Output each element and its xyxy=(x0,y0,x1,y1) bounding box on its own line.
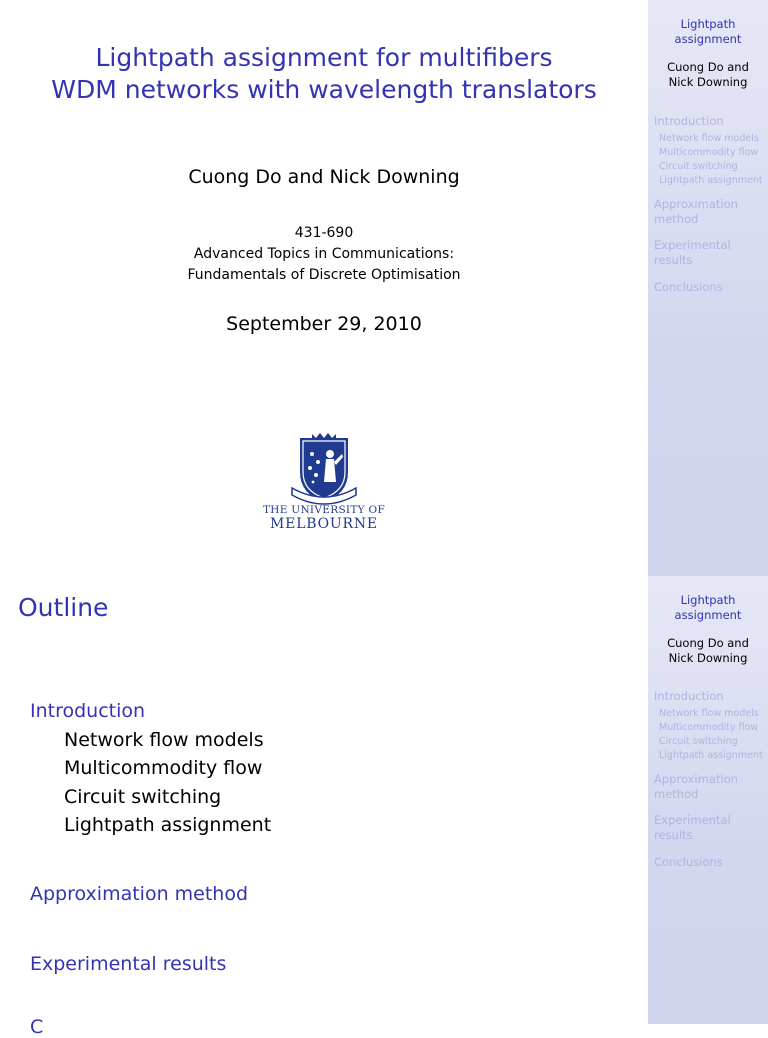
sidebar-title-line-1: Lightpath xyxy=(680,593,736,607)
outline-slide xyxy=(0,576,768,1038)
sidebar-subsection-circuit-switching[interactable]: Circuit switching xyxy=(659,161,738,172)
sidebar-subsection-lightpath[interactable]: Lightpath assignment xyxy=(659,750,763,761)
sidebar xyxy=(648,576,768,1024)
sidebar-section-approximation-line-2: method xyxy=(654,212,699,226)
toc-section-introduction[interactable]: Introduction xyxy=(30,700,146,722)
logo-text-line-2: MELBOURNE xyxy=(270,516,378,532)
sidebar-section-conclusions[interactable]: Conclusions xyxy=(654,280,723,294)
sidebar-section-experimental-line-2: results xyxy=(654,828,693,842)
sidebar-section-approximation[interactable] xyxy=(654,772,762,802)
sidebar-subsection-network-flow[interactable]: Network flow models xyxy=(659,133,759,144)
sidebar-section-introduction[interactable]: Introduction xyxy=(654,114,724,128)
authors: Cuong Do and Nick Downing xyxy=(188,166,460,188)
logo-text-line-1: THE UNIVERSITY OF xyxy=(262,504,386,516)
sidebar-section-approximation[interactable] xyxy=(654,197,762,227)
sidebar-subsection-multicommodity[interactable]: Multicommodity flow xyxy=(659,722,759,733)
toc-subsection-network-flow[interactable]: Network flow models xyxy=(64,729,264,751)
sidebar-authors-line-1: Cuong Do and xyxy=(667,636,749,650)
sidebar-title-line-2: assignment xyxy=(674,32,742,46)
sidebar-title[interactable] xyxy=(648,593,768,623)
sidebar-section-experimental-line-1: Experimental xyxy=(654,813,731,827)
sidebar-section-experimental-line-1: Experimental xyxy=(654,238,731,252)
sidebar-section-approximation-line-1: Approximation xyxy=(654,772,738,786)
course-code: 431-690 xyxy=(294,225,354,241)
date: September 29, 2010 xyxy=(226,313,422,335)
presentation-title xyxy=(0,42,648,106)
sidebar-subsection-lightpath[interactable]: Lightpath assignment xyxy=(659,175,763,186)
course-line-1: Advanced Topics in Communications: xyxy=(193,246,455,262)
sidebar-authors-line-1: Cuong Do and xyxy=(667,60,749,74)
toc-section-conclusions-partial[interactable]: C xyxy=(30,1016,44,1038)
toc-subsection-multicommodity[interactable]: Multicommodity flow xyxy=(64,757,263,779)
sidebar-section-conclusions[interactable]: Conclusions xyxy=(654,855,723,869)
institute xyxy=(0,223,648,286)
toc-section-approximation[interactable]: Approximation method xyxy=(30,883,249,905)
sidebar-subsection-multicommodity[interactable]: Multicommodity flow xyxy=(659,147,759,158)
frame-title: Outline xyxy=(18,593,109,622)
sidebar-title[interactable] xyxy=(648,17,768,47)
sidebar-section-experimental[interactable] xyxy=(654,813,762,843)
course-line-2: Fundamentals of Discrete Optimisation xyxy=(187,267,461,283)
sidebar-title-line-1: Lightpath xyxy=(680,17,736,31)
toc-subsection-circuit-switching[interactable]: Circuit switching xyxy=(64,786,222,808)
sidebar-section-approximation-line-2: method xyxy=(654,787,699,801)
sidebar-authors xyxy=(648,636,768,666)
sidebar-authors-line-2: Nick Downing xyxy=(668,651,748,665)
sidebar-authors-line-2: Nick Downing xyxy=(668,75,748,89)
sidebar-subsection-circuit-switching[interactable]: Circuit switching xyxy=(659,736,738,747)
sidebar-subsection-network-flow[interactable]: Network flow models xyxy=(659,708,759,719)
sidebar-section-experimental[interactable] xyxy=(654,238,762,268)
sidebar xyxy=(648,0,768,576)
toc-subsection-lightpath[interactable]: Lightpath assignment xyxy=(64,814,272,836)
title-line-1: Lightpath assignment for multifibers xyxy=(95,43,553,72)
sidebar-section-introduction[interactable]: Introduction xyxy=(654,689,724,703)
sidebar-authors xyxy=(648,60,768,90)
sidebar-section-experimental-line-2: results xyxy=(654,253,693,267)
sidebar-section-approximation-line-1: Approximation xyxy=(654,197,738,211)
sidebar-title-line-2: assignment xyxy=(674,608,742,622)
title-line-2: WDM networks with wavelength translators xyxy=(51,75,597,104)
toc-section-experimental[interactable]: Experimental results xyxy=(30,953,227,975)
